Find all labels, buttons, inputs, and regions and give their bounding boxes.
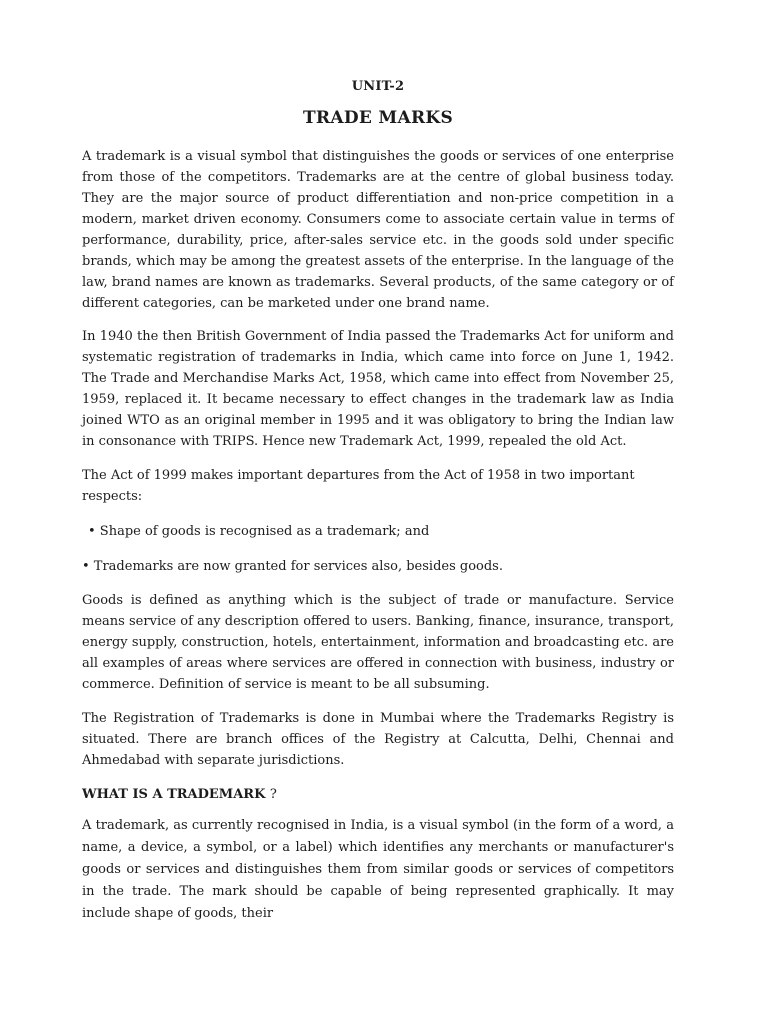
paragraph-goods-services-definition: Goods is defined as anything which is the subject of trade or manufacture. Service means service of any description offered to users. Banking, finance, insurance, transport, energy supply, construction, hotels, entertainment, information and broadcasting etc. are all examples of areas where services are offered in connection with business, industry or commerce. Definition of service is meant to be all subsuming. bbox=[82, 593, 674, 692]
bullet-services: • Trademarks are now granted for services also, besides goods. bbox=[82, 559, 503, 574]
page-title: TRADE MARKS bbox=[302, 108, 454, 128]
paragraph-history: In 1940 the then British Government of India passed the Trademarks Act for uniform and systematic registration of trademarks in India, which came into force on June 1, 1942. The Trade and Merchandise Marks Act, 1958, which came into effect from November 25, 1959, replaced it. It became necessary to effect changes in the trademark law as India joined WTO as an original member in 1995 and it was obligatory to bring the Indian law in consonance with TRIPS. Hence new Trademark Act, 1999, repealed the old Act. bbox=[82, 329, 674, 449]
unit-label: UNIT-2 bbox=[351, 79, 405, 94]
paragraph-act-departures: The Act of 1999 makes important departures from the Act of 1958 in two important respects: bbox=[82, 468, 635, 504]
paragraph-registration: The Registration of Trademarks is done in Mumbai where the Trademarks Registry is situated. There are branch offices of the Registry at Calcutta, Delhi, Chennai and Ahmedabad with separate jurisdictions. bbox=[82, 711, 674, 768]
paragraph-trademark-definition: A trademark is a visual symbol that distinguishes the goods or services of one enterprise from those of the competitors. Trademarks are at the centre of global business today. They are the major source of product differentiation and non-price competition in a modern, market driven economy. Consumers come to associate certain value in terms of performance, durability, price, after-sales service etc. in the goods sold under specific brands, which may be among the greatest assets of the enterprise. In the language of the law, brand names are known as trademarks. Several products, of the same category or of different categories, can be marketed under one brand name. bbox=[82, 149, 674, 311]
section-heading bbox=[82, 785, 674, 805]
section-heading-text: WHAT IS A TRADEMARK bbox=[82, 787, 266, 802]
paragraph-what-is-trademark: A trademark, as currently recognised in India, is a visual symbol (in the form of a word, a name, a device, a symbol, or a label) which identifies any merchants or manufacturer's goods or services and distinguishes them from similar goods or services of competitors in the trade. The mark should be capable of being represented graphically. It may include shape of goods, their bbox=[82, 818, 674, 921]
section-heading-mark: ? bbox=[269, 787, 277, 802]
bullet-shape-of-goods: • Shape of goods is recognised as a trademark; and bbox=[88, 524, 430, 539]
